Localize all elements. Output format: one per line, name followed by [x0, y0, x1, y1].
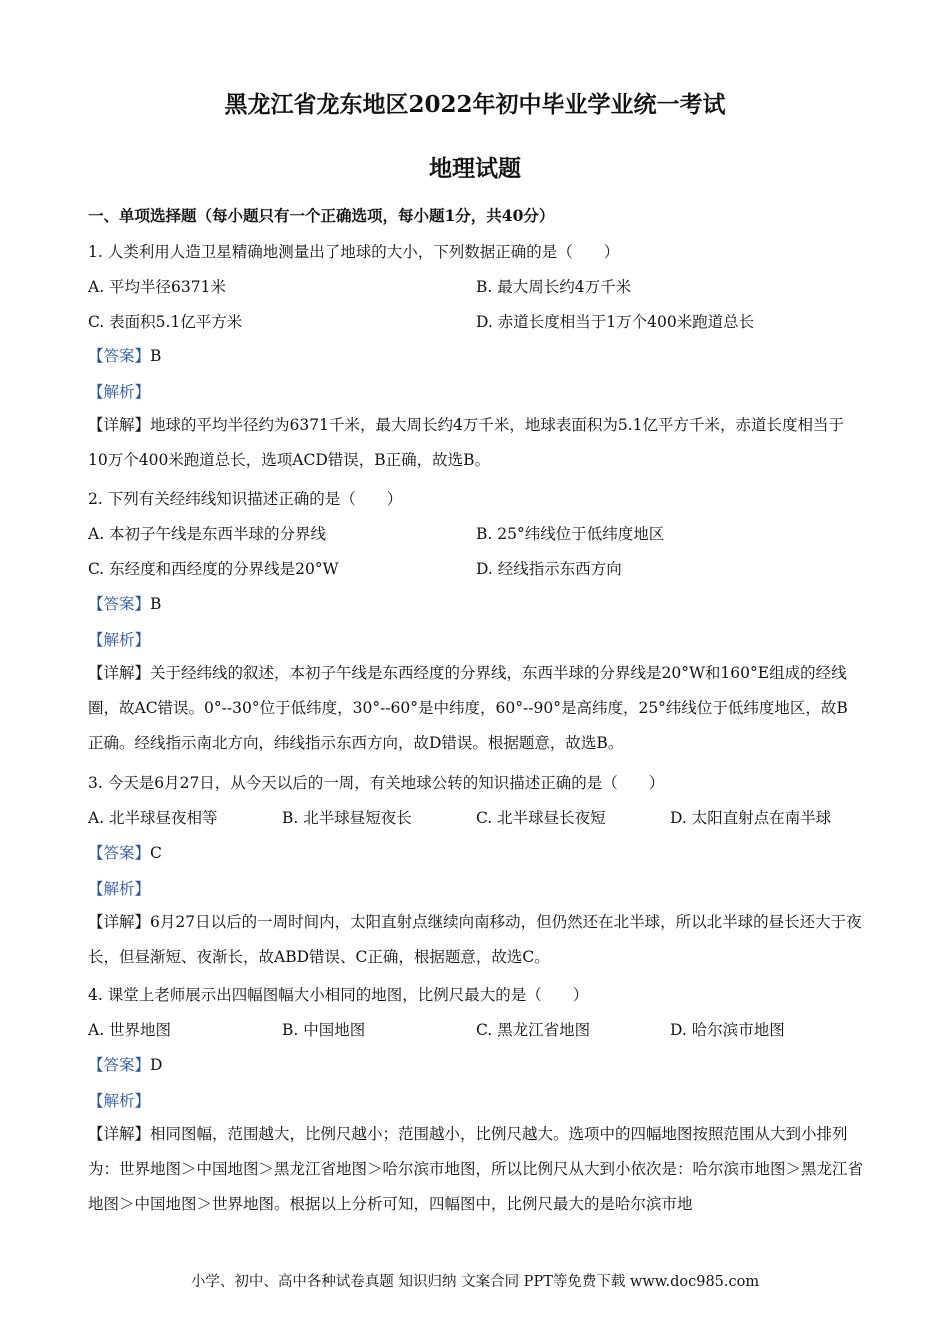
detail-tag: 【详解】 — [88, 664, 151, 682]
q3-answer — [88, 842, 162, 864]
q2-option-b: B. 25°纬线位于低纬度地区 — [476, 525, 665, 543]
q4-option-a: A. 世界地图 — [88, 1021, 172, 1039]
section-heading: 一、单项选择题（每小题只有一个正确选项，每小题1分，共40分） — [88, 206, 555, 225]
page-footer: 小学、初中、高中各种试卷真题 知识归纳 文案合同 PPT等免费下载 www.doc985.com — [190, 1274, 760, 1290]
q3-option-b: B. 北半球昼短夜长 — [282, 809, 412, 827]
q1-detail — [88, 408, 863, 478]
q4-answer — [88, 1054, 162, 1076]
detail-text: 6月27日以后的一周时间内，太阳直射点继续向南移动，但仍然还在北半球，所以北半球的昼长还大于夜长，但昼渐短、夜渐长，故ABD错误、C正确，根据题意，故选C。 — [88, 913, 862, 966]
q4-option-b: B. 中国地图 — [282, 1021, 366, 1039]
answer-value: B — [150, 595, 162, 613]
q3-option-a: A. 北半球昼夜相等 — [88, 809, 218, 827]
q3-stem: 3. 今天是6月27日，从今天以后的一周，有关地球公转的知识描述正确的是（ ） — [88, 774, 665, 792]
answer-value: D — [150, 1056, 163, 1074]
q4-detail — [88, 1117, 863, 1222]
exam-title: 黑龙江省龙东地区2022年初中毕业学业统一考试 — [224, 91, 726, 118]
q2-option-a: A. 本初子午线是东西半球的分界线 — [88, 525, 327, 543]
q1-option-b: B. 最大周长约4万千米 — [476, 278, 632, 296]
q2-answer — [88, 593, 161, 615]
exam-subtitle: 地理试题 — [429, 155, 521, 182]
detail-tag: 【详解】 — [88, 416, 151, 434]
q3-option-c: C. 北半球昼长夜短 — [476, 809, 606, 827]
answer-tag: 【答案】 — [88, 844, 151, 862]
detail-text: 地球的平均半径约为6371千米，最大周长约4万千米，地球表面积为5.1亿平方千米，赤道长度相当于10万个400米跑道总长，选项ACD错误，B正确，故选B。 — [88, 416, 844, 469]
answer-value: C — [150, 844, 162, 862]
answer-tag: 【答案】 — [88, 595, 151, 613]
q2-option-d: D. 经线指示东西方向 — [476, 560, 622, 578]
answer-tag: 【答案】 — [88, 347, 151, 365]
q4-option-d: D. 哈尔滨市地图 — [670, 1021, 785, 1039]
q3-option-d: D. 太阳直射点在南半球 — [670, 809, 832, 827]
answer-value: B — [150, 347, 162, 365]
detail-tag: 【详解】 — [88, 913, 151, 931]
q1-option-c: C. 表面积5.1亿平方米 — [88, 313, 243, 331]
q4-option-c: C. 黑龙江省地图 — [476, 1021, 591, 1039]
q4-stem: 4. 课堂上老师展示出四幅图幅大小相同的地图，比例尺最大的是（ ） — [88, 986, 589, 1004]
q1-option-a: A. 平均半径6371米 — [88, 278, 226, 296]
answer-tag: 【答案】 — [88, 1056, 151, 1074]
q1-option-d: D. 赤道长度相当于1万个400米跑道总长 — [476, 313, 755, 331]
q3-analysis-tag: 【解析】 — [88, 880, 151, 898]
q2-option-c: C. 东经度和西经度的分界线是20°W — [88, 560, 339, 578]
detail-tag: 【详解】 — [88, 1125, 151, 1143]
q3-detail — [88, 905, 863, 975]
q4-analysis-tag: 【解析】 — [88, 1092, 151, 1110]
q1-stem: 1. 人类利用人造卫星精确地测量出了地球的大小，下列数据正确的是（ ） — [88, 243, 620, 261]
detail-text: 相同图幅，范围越大，比例尺越小；范围越小，比例尺越大。选项中的四幅地图按照范围从大到小排列为：世界地图＞中国地图＞黑龙江省地图＞哈尔滨市地图，所以比例尺从大到小依次是：哈尔滨市地图＞黑龙江省地图＞中国地图＞世界地图。根据以上分析可知，四幅图中，比例尺最大的是哈尔滨市地 — [88, 1125, 864, 1213]
detail-text: 关于经纬线的叙述，本初子午线是东西经度的分界线，东西半球的分界线是20°W和160°E组成的经线圈，故AC错误。0°--30°位于低纬度，30°--60°是中纬度，60°--90°是高纬度，25°纬线位于低纬度地区，故B正确。经线指示南北方向，纬线指示东西方向，故D错误。根据题意，故选B。 — [88, 664, 848, 752]
q1-answer — [88, 345, 161, 367]
q2-detail — [88, 656, 863, 761]
q1-analysis-tag: 【解析】 — [88, 383, 151, 401]
q2-stem: 2. 下列有关经纬线知识描述正确的是（ ） — [88, 490, 403, 508]
q2-analysis-tag: 【解析】 — [88, 631, 151, 649]
